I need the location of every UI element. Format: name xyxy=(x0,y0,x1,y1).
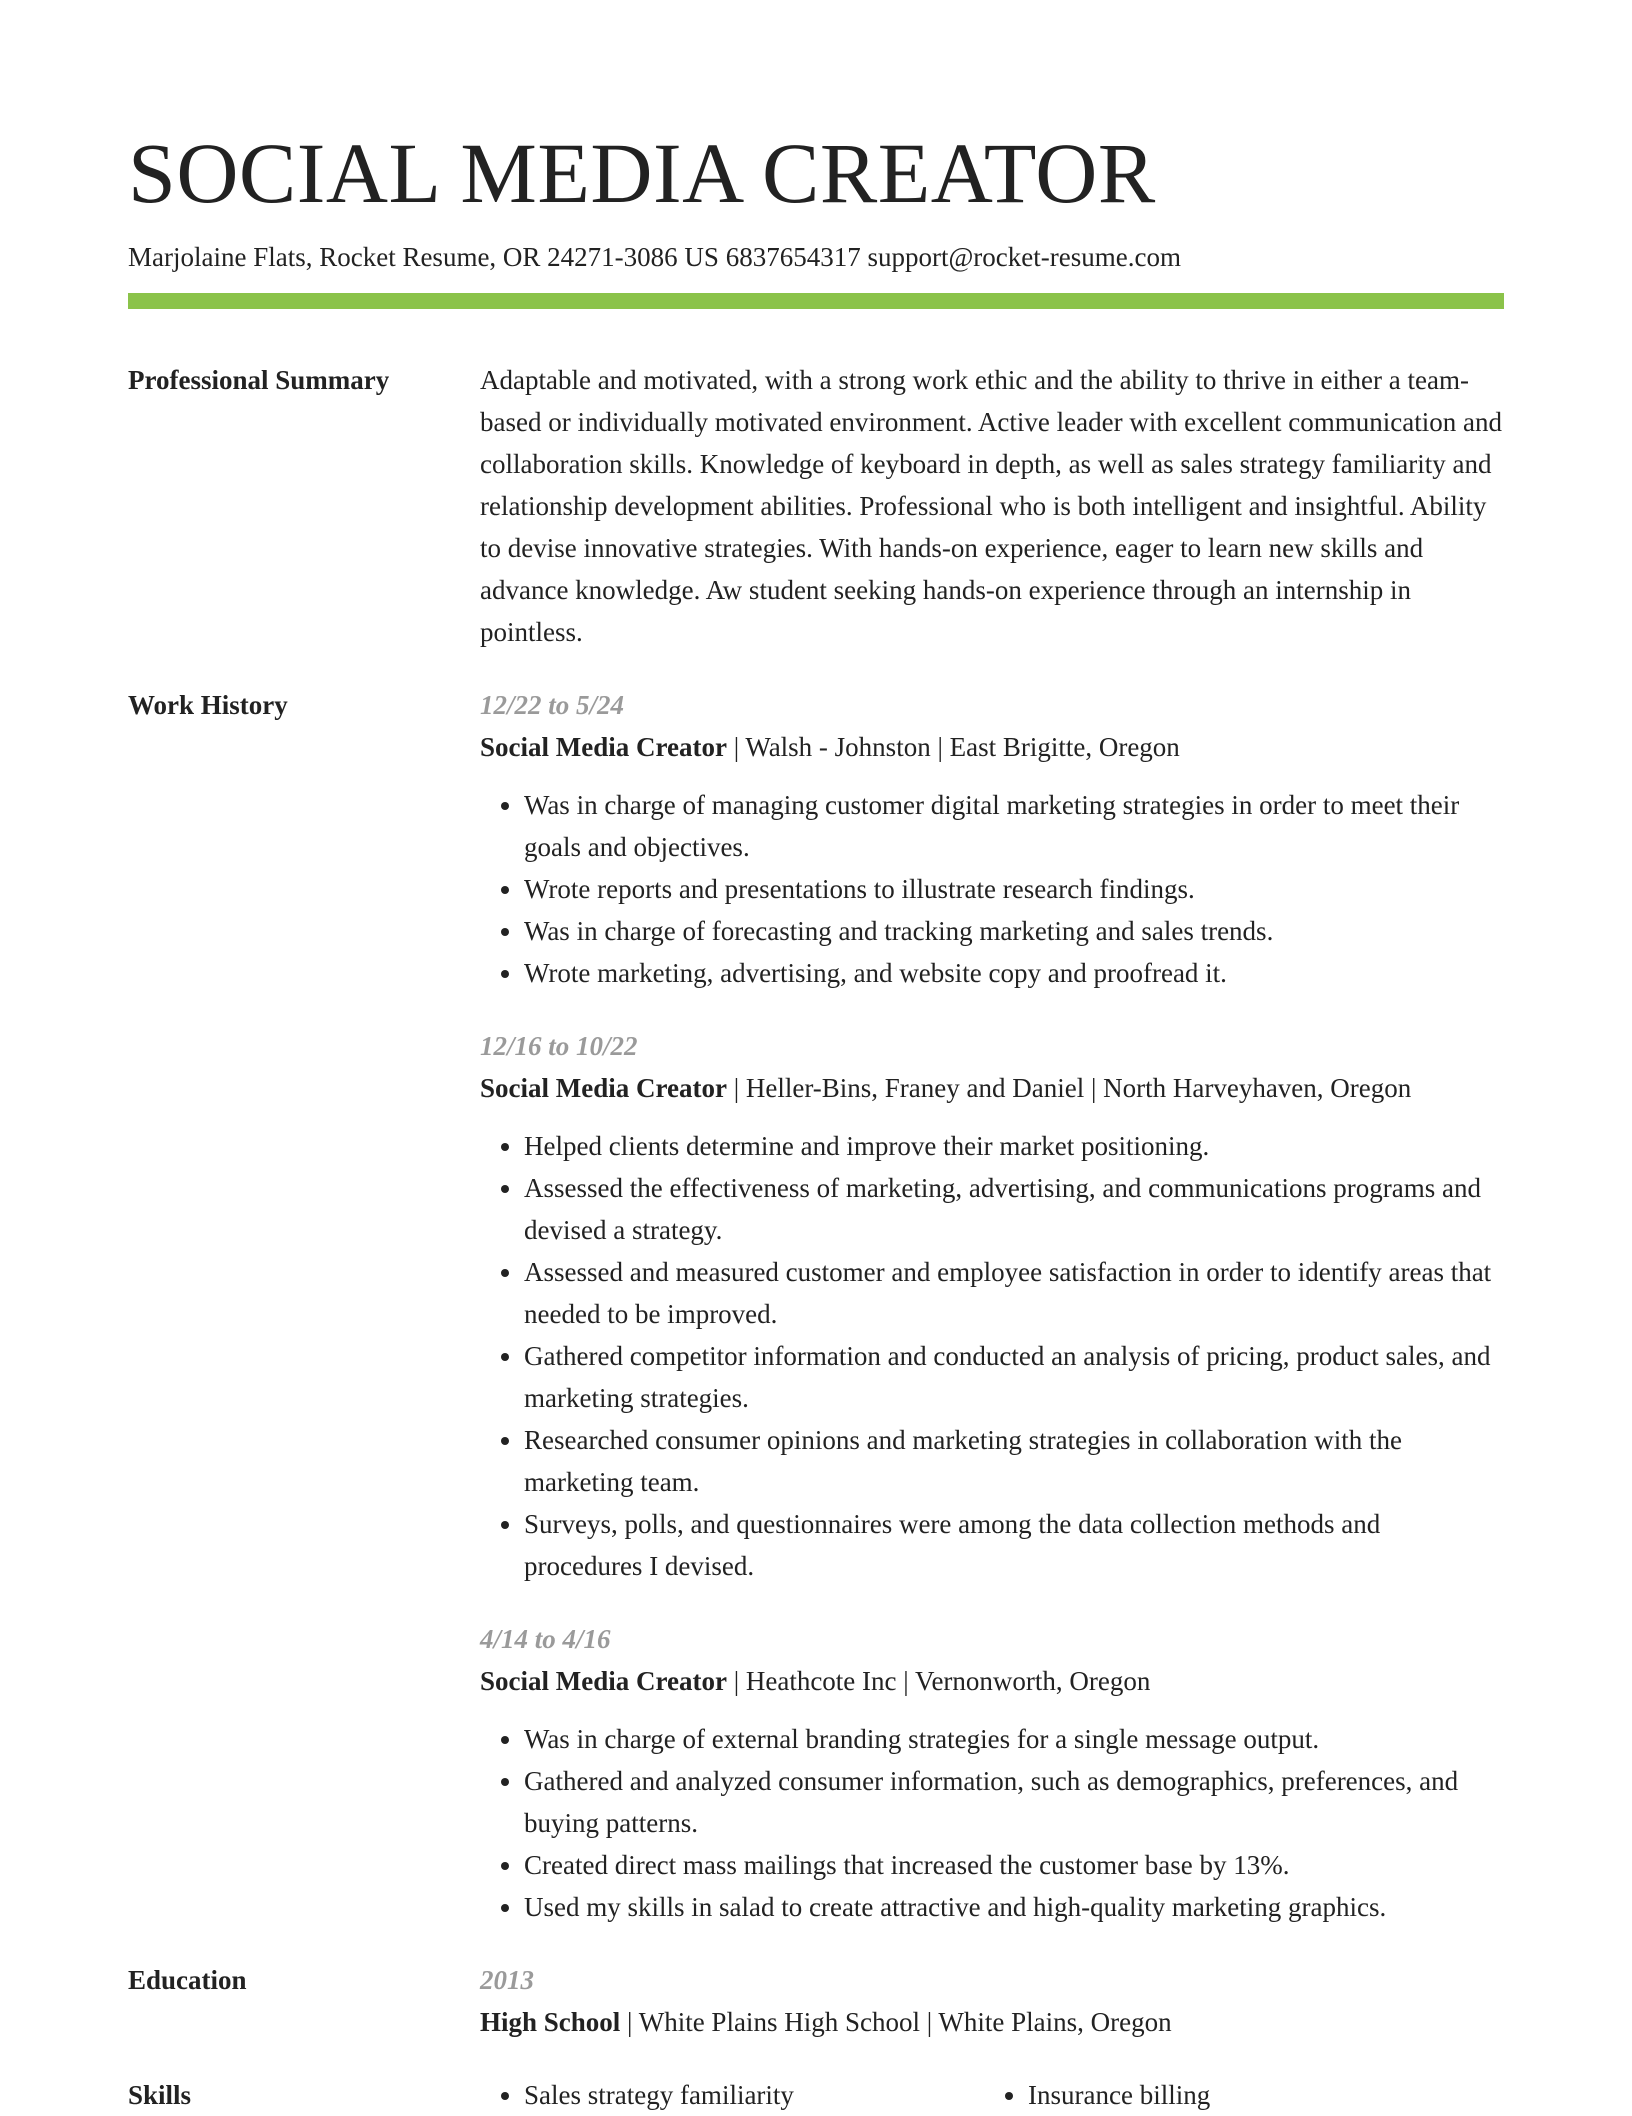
job-bullet: • Used my skills in salad to create attractive and high-quality marketing graphics. xyxy=(524,1886,1504,1928)
job-bullet: • Gathered and analyzed consumer information, such as demographics, preferences, and buying patterns. xyxy=(524,1760,1504,1844)
job-bullet: • Was in charge of managing customer digital marketing strategies in order to meet their goals and objectives. xyxy=(524,784,1504,868)
job-heading xyxy=(480,1067,1504,1109)
job-bullet-list xyxy=(480,1718,1504,1928)
job-bullet-list xyxy=(480,1125,1504,1587)
education-section xyxy=(128,1959,1504,2043)
job-details: | Heller-Bins, Franey and Daniel | North Harveyhaven, Oregon xyxy=(726,1073,1412,1103)
education-label: Education xyxy=(128,1965,247,1995)
skill-item: • Sales strategy familiarity xyxy=(524,2074,984,2116)
job-heading xyxy=(480,1660,1504,1702)
job-dates: 4/14 to 4/16 xyxy=(480,1624,611,1654)
job-details: | Heathcote Inc | Vernonworth, Oregon xyxy=(726,1666,1151,1696)
job-dates: 12/16 to 10/22 xyxy=(480,1031,638,1061)
job-bullet: • Wrote reports and presentations to illustrate research findings. xyxy=(524,868,1504,910)
resume-name-heading: SOCIAL MEDIA CREATOR xyxy=(128,125,1156,221)
skills-list-right xyxy=(984,2074,1488,2116)
job-bullet: • Was in charge of external branding strategies for a single message output. xyxy=(524,1718,1504,1760)
job-bullet: • Assessed and measured customer and employee satisfaction in order to identify areas that needed to be improved. xyxy=(524,1251,1504,1335)
resume-page xyxy=(128,0,1504,2116)
job-dates: 12/22 to 5/24 xyxy=(480,690,625,720)
skills-body xyxy=(480,2074,1504,2116)
work-history-section xyxy=(128,684,1504,1928)
education-details: | White Plains High School | White Plains, Oregon xyxy=(620,2007,1172,2037)
education-heading xyxy=(480,2001,1504,2043)
summary-label: Professional Summary xyxy=(128,365,390,395)
job-entry xyxy=(480,684,1504,994)
job-title: Social Media Creator xyxy=(480,1073,727,1103)
education-degree: High School xyxy=(480,2007,621,2037)
job-bullet: • Gathered competitor information and conducted an analysis of pricing, product sales, and marketing strategies. xyxy=(524,1335,1504,1419)
job-title: Social Media Creator xyxy=(480,1666,727,1696)
contact-line: Marjolaine Flats, Rocket Resume, OR 24271-3086 US 6837654317 support@rocket-resume.com xyxy=(128,242,1181,272)
summary-text: Adaptable and motivated, with a strong work ethic and the ability to thrive in either a team-based or individually motivated environment. Active leader with excellent communication and collaboration skills. Knowledge of keyboard in depth, as well as sales strategy familiarity and relationship development abilities. Professional who is both intelligent and insightful. Ability to devise innovative strategies. With hands-on experience, eager to learn new skills and advance knowledge. Aw student seeking hands-on experience through an internship in pointless. xyxy=(480,365,1502,647)
job-bullet-list xyxy=(480,784,1504,994)
job-bullet: • Helped clients determine and improve their market positioning. xyxy=(524,1125,1504,1167)
header-divider xyxy=(128,293,1504,309)
job-bullet: • Researched consumer opinions and marketing strategies in collaboration with the marketing team. xyxy=(524,1419,1504,1503)
skills-label: Skills xyxy=(128,2080,192,2110)
summary-section xyxy=(128,359,1504,653)
job-details: | Walsh - Johnston | East Brigitte, Oregon xyxy=(726,732,1180,762)
skill-item: • Insurance billing xyxy=(1028,2074,1488,2116)
work-history-body xyxy=(480,684,1504,1928)
work-history-label: Work History xyxy=(128,690,288,720)
education-year: 2013 xyxy=(480,1965,534,1995)
education-body xyxy=(480,1959,1504,2043)
job-bullet: • Was in charge of forecasting and tracking marketing and sales trends. xyxy=(524,910,1504,952)
job-entry xyxy=(480,1025,1504,1587)
skills-list-left xyxy=(480,2074,984,2116)
job-title: Social Media Creator xyxy=(480,732,727,762)
job-bullet: • Surveys, polls, and questionnaires were among the data collection methods and procedures I devised. xyxy=(524,1503,1504,1587)
job-bullet: • Assessed the effectiveness of marketing, advertising, and communications programs and devised a strategy. xyxy=(524,1167,1504,1251)
job-bullet: • Wrote marketing, advertising, and website copy and proofread it. xyxy=(524,952,1504,994)
job-bullet: • Created direct mass mailings that increased the customer base by 13%. xyxy=(524,1844,1504,1886)
job-heading xyxy=(480,726,1504,768)
skills-section xyxy=(128,2074,1504,2116)
job-entry xyxy=(480,1618,1504,1928)
